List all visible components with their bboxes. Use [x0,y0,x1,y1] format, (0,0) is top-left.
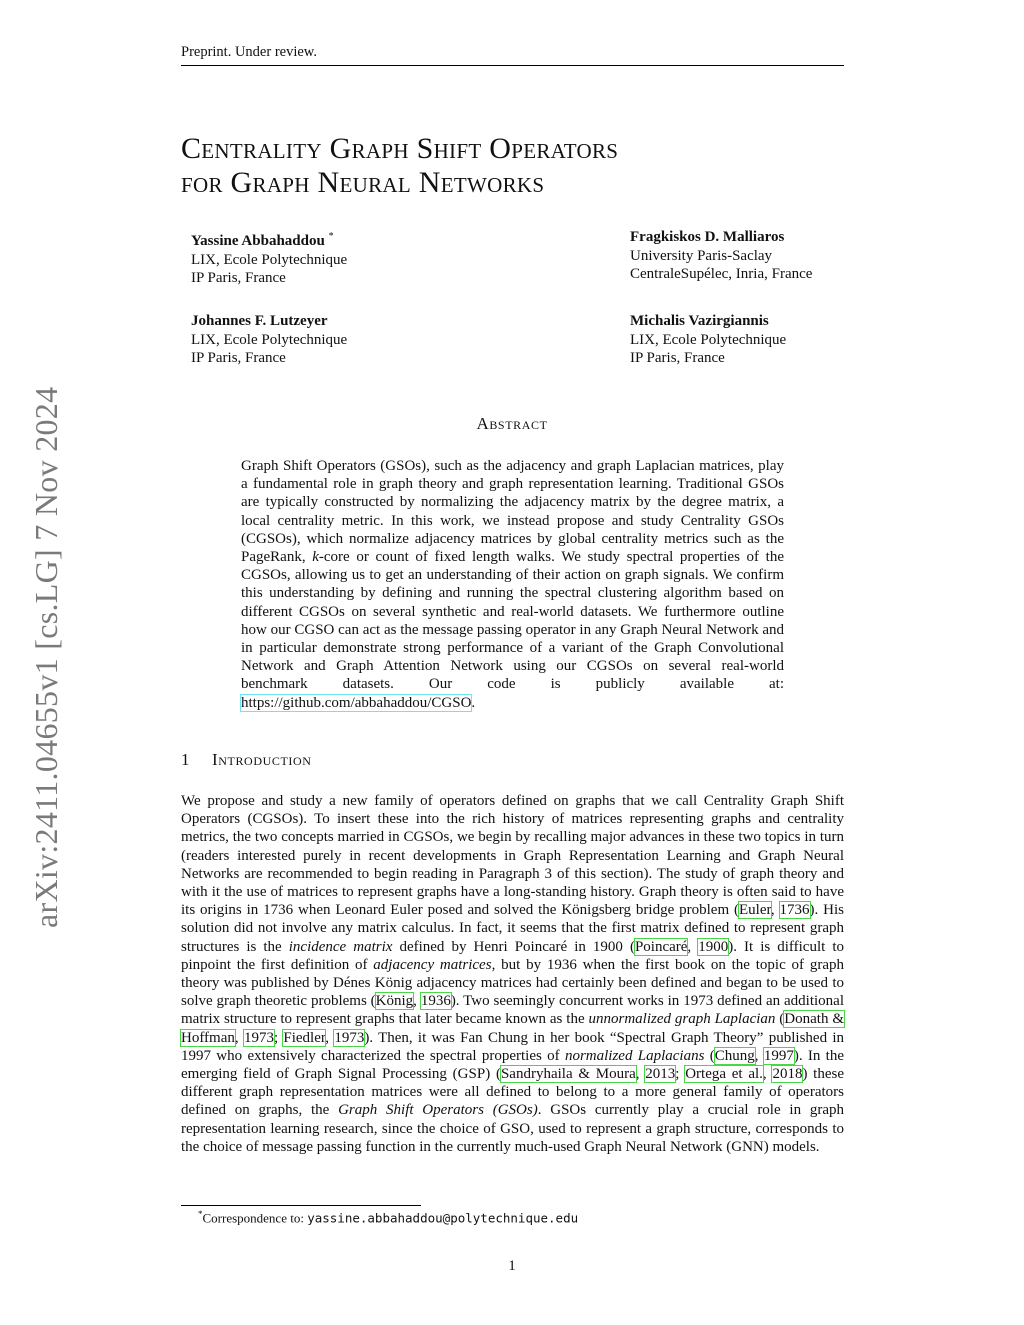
author-name: Johannes F. Lutzeyer [191,313,328,329]
citation-link[interactable]: Sandryhaila & Moura [500,1066,636,1083]
citation-link[interactable]: 2018 [772,1066,803,1083]
citation-link[interactable]: Euler [739,902,771,919]
author-affiliation: CentraleSupélec, Inria, France [630,266,813,282]
author-name: Yassine Abbahaddou * [191,231,334,249]
abstract-heading: Abstract [476,414,548,433]
author-block-1 [191,228,347,288]
page-number: 1 [508,1258,516,1274]
citation-link[interactable]: Chung [714,1047,755,1064]
footnote-rule [181,1205,421,1206]
footnote-marker[interactable]: * [328,231,334,242]
author-block-4 [630,312,786,368]
author-affiliation: IP Paris, France [630,350,725,366]
citation-link[interactable]: Ortega et al. [685,1066,763,1083]
abstract-body: Graph Shift Operators (GSOs), such as the adjacency and graph Laplacian matrices, play a fundamental role in graph theory and graph representation learning. Traditional GSOs are typically constructed by normalizing the adjacency matrix by the degree matrix, a local centrality metric. In this work, we instead propose and study Centrality GSOs (CGSOs), which normalize adjacency matrices by global centrality metrics such as the PageRank, k-core or count of fixed length walks. We study spectral properties of the CGSOs, allowing us to get an understanding of their action on graph signals. We confirm this understanding by defining and running the spectral clustering algorithm based on different CGSOs on several synthetic and real-world datasets. We furthermore outline how our CGSO can act as the message passing operator in any Graph Neural Network and in particular demonstrate strong performance of a variant of the Graph Convolutional Network and Graph Attention Network using our CGSOs on several real-world benchmark datasets. Our code is publicly available at: https://github.com/abbahaddou/CGSO. [241,458,785,711]
author-affiliation: LIX, Ecole Polytechnique [630,331,787,348]
citation-link[interactable]: 1973 [243,1029,274,1046]
citation-link[interactable]: 1973 [334,1029,365,1046]
citation-link[interactable]: Fiedler [283,1029,326,1046]
citation-link[interactable]: 1936 [420,993,451,1010]
citation-link[interactable]: Donath & Hoffman [181,1011,844,1046]
author-name: Fragkiskos D. Malliaros [630,229,785,245]
citation-link[interactable]: 1736 [779,902,810,919]
introduction-paragraph: We propose and study a new family of operators defined on graphs that we call Centrality Graph Shift Operators (CGSOs). To insert these into the rich history of matrices representing graphs and centrality metrics, the two concepts married in CGSOs, we begin by recalling major advances in these two topics in turn (readers interested purely in recent developments in Graph Representation Learning and Graph Neural Networks are recommended to begin reading in Paragraph 3 of this section). The study of graph theory and with it the use of matrices to represent graphs have a long-standing history. Graph theory is often said to have its origins in 1736 when Leonard Euler posed and solved the Königsberg bridge problem (Euler, 1736). His solution did not involve any matrix calculus. In fact, it seems that the first matrix defined to represent graph structures is the incidence matrix defined by Henri Poincaré in 1900 (Poincaré, 1900). It is difficult to pinpoint the first definition of adjacency matrices, but by 1936 when the first book on the topic of graph theory was published by Dénes König adjacency matrices had certainly been defined and began to be used to solve graph theoretic problems (König, 1936). Two seemingly concurrent works in 1973 defined an additional matrix structure to represent graphs that later became known as the unnormalized graph Laplacian (Donath & Hoffman, 1973; Fiedler, 1973). Then, it was Fan Chung in her book “Spectral Graph Theory” published in 1997 who extensively characterized the spectral properties of normalized Laplacians (Chung, 1997). In the emerging field of Graph Signal Processing (GSP) (Sandryhaila & Moura, 2013; Ortega et al., 2018) these different graph representation matrices were all defined to belong to a more general family of operators defined on graphs, the Graph Shift Operators (GSOs). GSOs currently play a crucial role in graph representation learning research, since the choice of GSO, used to represent a graph structure, corresponds to the choice of message passing function in the currently much-used Graph Neural Network (GNN) models. [181,793,845,1155]
email-address: yassine.abbahaddou@polytechnique.edu [307,1210,579,1226]
section-heading-introduction: 1 Introduction [181,750,312,769]
arxiv-stamp: arXiv:2411.04655v1 [cs.LG] 7 Nov 2024 [28,386,64,928]
running-header: Preprint. Under review. [181,44,844,66]
title-line-2: for Graph Neural Networks [181,166,545,199]
author-block-2 [630,228,812,284]
citation-link[interactable]: Poincaré [634,938,688,955]
author-affiliation: IP Paris, France [191,350,286,366]
citation-link[interactable]: 2013 [645,1066,676,1083]
code-link[interactable]: https://github.com/abbahaddou/CGSO [241,694,472,711]
author-name: Michalis Vazirgiannis [630,313,769,329]
paper-title [181,132,618,200]
author-affiliation: LIX, Ecole Polytechnique [191,331,348,348]
author-affiliation: LIX, Ecole Polytechnique [191,251,348,268]
citation-link[interactable]: 1900 [698,938,729,955]
citation-link[interactable]: König [375,993,414,1010]
footnote: *Correspondence to: yassine.abbahaddou@polytechnique.edu [198,1209,579,1226]
citation-link[interactable]: 1997 [763,1047,794,1064]
author-affiliation: University Paris-Saclay [630,247,773,264]
author-block-3 [191,312,347,368]
author-affiliation: IP Paris, France [191,270,286,286]
title-line-1: Centrality Graph Shift Operators [181,132,619,165]
